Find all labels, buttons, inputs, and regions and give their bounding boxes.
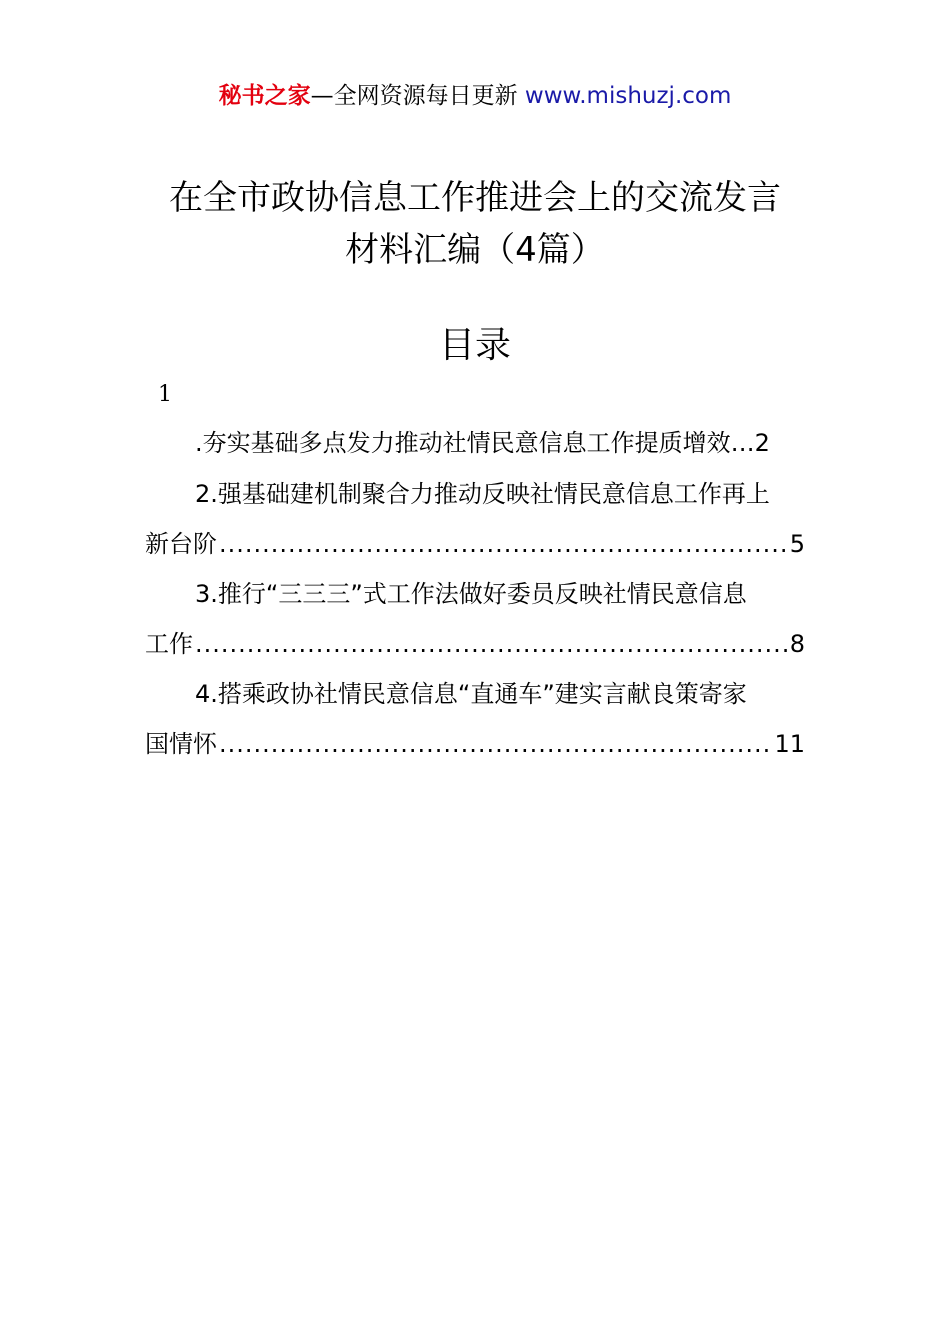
toc-dot-leader bbox=[195, 624, 788, 664]
toc-entry-2-title: 2.强基础建机制聚合力推动反映社情民意信息工作再上 bbox=[195, 480, 770, 508]
site-header bbox=[0, 80, 950, 112]
toc-entry-4-continuation[interactable] bbox=[145, 724, 805, 764]
toc-entry-1-title: .夯实基础多点发力推动社情民意信息工作提质增效… bbox=[195, 429, 755, 457]
toc-entry-2-page: 5 bbox=[789, 530, 805, 558]
document-title-line-2: 材料汇编（4篇） bbox=[345, 230, 605, 270]
toc-stray-number: 1 bbox=[158, 382, 172, 407]
toc-entry-3-continuation[interactable] bbox=[145, 624, 805, 664]
toc-entry-3-title-cont: 工作 bbox=[145, 630, 193, 658]
toc-entry-3-page: 8 bbox=[789, 630, 805, 658]
toc-entry-1[interactable] bbox=[195, 423, 805, 463]
toc-dot-leader bbox=[219, 724, 772, 764]
toc-entry-1-page: 2 bbox=[754, 429, 770, 457]
toc-entry-3-title: 3.推行“三三三”式工作法做好委员反映社情民意信息 bbox=[195, 580, 747, 608]
site-url[interactable]: www.mishuzj.com bbox=[524, 83, 732, 109]
site-slogan: —全网资源每日更新 bbox=[310, 83, 518, 109]
site-brand: 秘书之家 bbox=[218, 83, 311, 109]
toc-entry-4-page: 11 bbox=[774, 730, 805, 758]
toc-heading: 目录 bbox=[438, 325, 511, 366]
document-title bbox=[100, 172, 850, 276]
toc-entry-2-continuation[interactable] bbox=[145, 524, 805, 564]
toc-entry-4-title: 4.搭乘政协社情民意信息“直通车”建实言献良策寄家 bbox=[195, 680, 747, 708]
toc-entry-2[interactable] bbox=[195, 474, 805, 514]
toc-dot-leader bbox=[219, 524, 788, 564]
toc-entry-2-title-cont: 新台阶 bbox=[145, 530, 217, 558]
toc-entry-3[interactable] bbox=[195, 574, 805, 614]
toc-entry-4[interactable] bbox=[195, 674, 805, 714]
document-title-line-1: 在全市政协信息工作推进会上的交流发言 bbox=[169, 178, 781, 218]
toc-entry-4-title-cont: 国情怀 bbox=[145, 730, 217, 758]
